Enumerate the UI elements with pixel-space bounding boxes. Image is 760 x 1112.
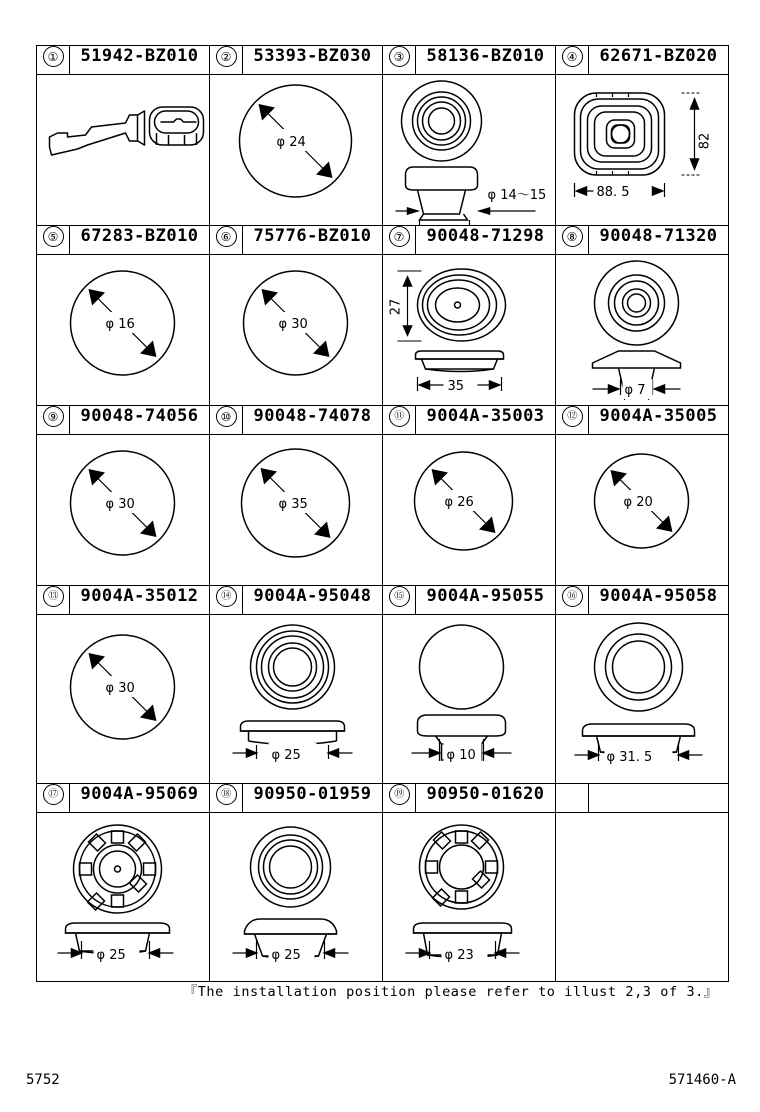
- table-header-row: [37, 46, 729, 75]
- table-figure-row: [37, 75, 729, 226]
- plain-circle-figure: [210, 435, 382, 585]
- figure-cell-7: [383, 255, 556, 406]
- table-header-row: [37, 406, 729, 435]
- dimension-label: φ 16: [105, 317, 135, 332]
- circled-number-icon: ⑪: [389, 406, 410, 427]
- item-number-cell-14: [210, 586, 243, 615]
- part-number-cell-20-empty: [589, 784, 729, 813]
- item-number-cell-2: [210, 46, 243, 75]
- item-number-cell-20-empty: [556, 784, 589, 813]
- part-number-cell-17[interactable]: 9004A-95069: [70, 784, 210, 813]
- circled-number-icon: ⑭: [216, 586, 237, 607]
- circled-number-icon: ⑨: [43, 406, 64, 427]
- item-number-cell-8: [556, 226, 589, 255]
- figure-cell-17: [37, 813, 210, 982]
- item-number-cell-19: [383, 784, 416, 813]
- circled-number-icon: ⑫: [562, 406, 583, 427]
- item-number-cell-9: [37, 406, 70, 435]
- circled-number-icon: ⑬: [43, 586, 64, 607]
- figure-cell-13: [37, 615, 210, 784]
- figure-cell-8: [556, 255, 729, 406]
- figure-cell-18: [210, 813, 383, 982]
- dimension-label: φ 35: [278, 497, 308, 512]
- table-figure-row: [37, 435, 729, 586]
- footer-page-code: 5752: [26, 1072, 60, 1088]
- part-number-cell-10[interactable]: 90048-74078: [243, 406, 383, 435]
- plain-circle-figure: [210, 75, 382, 225]
- splined-plug-side-figure: [383, 813, 555, 981]
- ring-bowl-side-figure: [210, 813, 382, 981]
- item-number-cell-5: [37, 226, 70, 255]
- figure-cell-3: [383, 75, 556, 226]
- part-number-cell-6[interactable]: 75776-BZ010: [243, 226, 383, 255]
- item-number-cell-17: [37, 784, 70, 813]
- dimension-label: 35: [447, 379, 465, 394]
- part-number-cell-16[interactable]: 9004A-95058: [589, 586, 729, 615]
- dimension-label: φ 25: [271, 748, 301, 763]
- ring-cap-side-figure: [556, 615, 728, 783]
- table-figure-row: [37, 255, 729, 406]
- dimension-label: φ 14〜15: [487, 188, 547, 203]
- circle-stem-side-figure: [383, 615, 555, 783]
- figure-cell-10: [210, 435, 383, 586]
- parts-table: [36, 45, 729, 982]
- circled-number-icon: ⑲: [389, 784, 410, 805]
- dimension-label: φ 23: [444, 948, 474, 963]
- circled-number-icon: ⑥: [216, 226, 237, 247]
- dimension-label: φ 24: [276, 135, 306, 150]
- part-number-cell-1[interactable]: 51942-BZ010: [70, 46, 210, 75]
- circled-number-icon: ⑱: [216, 784, 237, 805]
- part-number-cell-12[interactable]: 9004A-35005: [589, 406, 729, 435]
- plain-circle-figure: [383, 435, 555, 585]
- part-number-cell-5[interactable]: 67283-BZ010: [70, 226, 210, 255]
- figure-cell-16: [556, 615, 729, 784]
- item-number-cell-10: [210, 406, 243, 435]
- figure-cell-20-empty: [556, 813, 729, 982]
- part-number-cell-15[interactable]: 9004A-95055: [416, 586, 556, 615]
- plain-circle-figure: [556, 435, 728, 585]
- oval-plug-side-figure: [383, 255, 555, 405]
- plain-circle-figure: [37, 255, 209, 405]
- figure-cell-4: [556, 75, 729, 226]
- circled-number-icon: ④: [562, 46, 583, 67]
- plain-circle-figure: [37, 435, 209, 585]
- dimension-label: φ 26: [444, 495, 474, 510]
- figure-cell-5: [37, 255, 210, 406]
- installation-note: 『The installation position please refer to illust 2,3 of 3.』: [183, 984, 718, 1000]
- figure-cell-14: [210, 615, 383, 784]
- part-number-cell-3[interactable]: 58136-BZ010: [416, 46, 556, 75]
- table-header-row: [37, 784, 729, 813]
- rounded-square-cover-figure: [556, 75, 728, 225]
- part-number-cell-2[interactable]: 53393-BZ030: [243, 46, 383, 75]
- item-number-cell-11: [383, 406, 416, 435]
- ring-flange-side-figure: [210, 615, 382, 783]
- circled-number-icon: ⑩: [216, 406, 237, 427]
- dimension-label: φ 10: [446, 748, 476, 763]
- part-number-cell-7[interactable]: 90048-71298: [416, 226, 556, 255]
- circled-number-icon: ③: [389, 46, 410, 67]
- ring-grommet-side-figure: [383, 75, 555, 225]
- part-number-cell-14[interactable]: 9004A-95048: [243, 586, 383, 615]
- circled-number-icon: ⑯: [562, 586, 583, 607]
- figure-cell-2: [210, 75, 383, 226]
- item-number-cell-16: [556, 586, 589, 615]
- item-number-cell-4: [556, 46, 589, 75]
- circled-number-icon: ⑧: [562, 226, 583, 247]
- figure-cell-19: [383, 813, 556, 982]
- dimension-label: φ 25: [271, 948, 301, 963]
- item-number-cell-15: [383, 586, 416, 615]
- dimension-label: φ 31. 5: [606, 750, 653, 765]
- table-figure-row: [37, 813, 729, 982]
- part-number-cell-19[interactable]: 90950-01620: [416, 784, 556, 813]
- plain-circle-figure: [210, 255, 382, 405]
- splined-plug-side-figure: [37, 813, 209, 981]
- footer-drawing-code: 571460-A: [668, 1072, 736, 1088]
- dimension-label: φ 25: [96, 948, 126, 963]
- clip-with-oval-head-figure: [37, 75, 209, 225]
- item-number-cell-12: [556, 406, 589, 435]
- circled-number-icon: ②: [216, 46, 237, 67]
- part-number-cell-9[interactable]: 90048-74056: [70, 406, 210, 435]
- part-number-cell-8[interactable]: 90048-71320: [589, 226, 729, 255]
- part-number-cell-4[interactable]: 62671-BZ020: [589, 46, 729, 75]
- dimension-label: φ 30: [105, 497, 135, 512]
- item-number-cell-18: [210, 784, 243, 813]
- figure-cell-9: [37, 435, 210, 586]
- part-number-cell-13[interactable]: 9004A-35012: [70, 586, 210, 615]
- figure-cell-12: [556, 435, 729, 586]
- figure-cell-11: [383, 435, 556, 586]
- item-number-cell-1: [37, 46, 70, 75]
- dimension-label-vertical: 82: [697, 132, 713, 150]
- circled-number-icon: ⑮: [389, 586, 410, 607]
- item-number-cell-13: [37, 586, 70, 615]
- part-number-cell-11[interactable]: 9004A-35003: [416, 406, 556, 435]
- item-number-cell-3: [383, 46, 416, 75]
- table-figure-row: [37, 615, 729, 784]
- item-number-cell-7: [383, 226, 416, 255]
- dimension-label: φ 30: [278, 317, 308, 332]
- figure-cell-6: [210, 255, 383, 406]
- plain-circle-figure: [37, 615, 209, 783]
- dimension-label: φ 30: [105, 681, 135, 696]
- figure-cell-15: [383, 615, 556, 784]
- dimension-label-vertical: 27: [388, 298, 404, 316]
- dimension-label: φ 7: [624, 383, 646, 398]
- circled-number-icon: ①: [43, 46, 64, 67]
- part-number-cell-18[interactable]: 90950-01959: [243, 784, 383, 813]
- dimension-label: φ 20: [623, 495, 653, 510]
- table-header-row: [37, 226, 729, 255]
- circled-number-icon: ⑤: [43, 226, 64, 247]
- table-header-row: [37, 586, 729, 615]
- circled-number-icon: ⑦: [389, 226, 410, 247]
- ring-taper-plug-figure: [556, 255, 728, 405]
- circled-number-icon: ⑰: [43, 784, 64, 805]
- dimension-label: 88. 5: [596, 185, 630, 200]
- figure-cell-1: [37, 75, 210, 226]
- item-number-cell-6: [210, 226, 243, 255]
